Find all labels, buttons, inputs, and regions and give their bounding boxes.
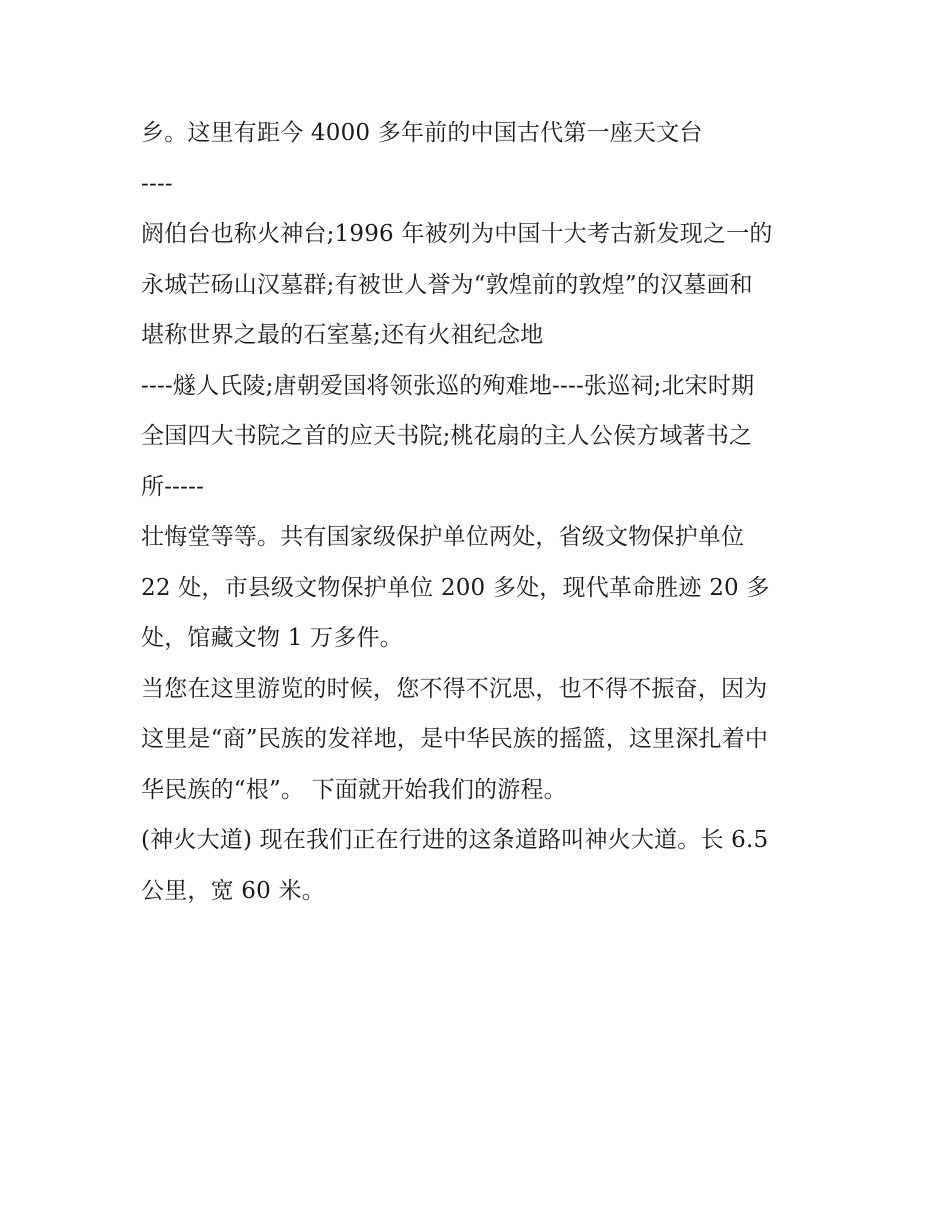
text-line: ---- [141, 170, 173, 197]
text-line: 全国四大书院之首的应天书院;桃花扇的主人公侯方域著书之 [141, 423, 753, 449]
text-line: 乡。这里有距今 4000 多年前的中国古代第一座天文台 [141, 120, 703, 146]
text-line: 处，馆藏文物 1 万多件。 [141, 625, 403, 651]
text-line: ----燧人氏陵;唐朝爱国将领张巡的殉难地----张巡祠;北宋时期 [141, 372, 755, 399]
text-line: 这里是“商”民族的发祥地，是中华民族的摇篮，这里深扎着中 [141, 726, 769, 752]
text-line: 堪称世界之最的石室墓;还有火祖纪念地 [141, 322, 544, 348]
text-line: 华民族的“根”。 下面就开始我们的游程。 [141, 776, 567, 803]
text-line: (神火大道) 现在我们正在行进的这条道路叫神火大道。长 6.5 [141, 827, 769, 853]
text-line: 壮悔堂等等。共有国家级保护单位两处，省级文物保护单位 [141, 524, 745, 550]
text-line: 22 处，市县级文物保护单位 200 多处，现代革命胜迹 20 多 [141, 574, 770, 601]
text-line: 当您在这里游览的时候，您不得不沉思，也不得不振奋，因为 [141, 675, 768, 702]
text-line: 公里，宽 60 米。 [141, 877, 325, 904]
text-line: 阏伯台也称火神台;1996 年被列为中国十大考古新发现之一的 [141, 221, 773, 247]
body-text [141, 108, 821, 916]
text-line: 所----- [141, 473, 205, 500]
text-line: 永城芒砀山汉墓群;有被世人誉为“敦煌前的敦煌”的汉墓画和 [141, 271, 753, 298]
